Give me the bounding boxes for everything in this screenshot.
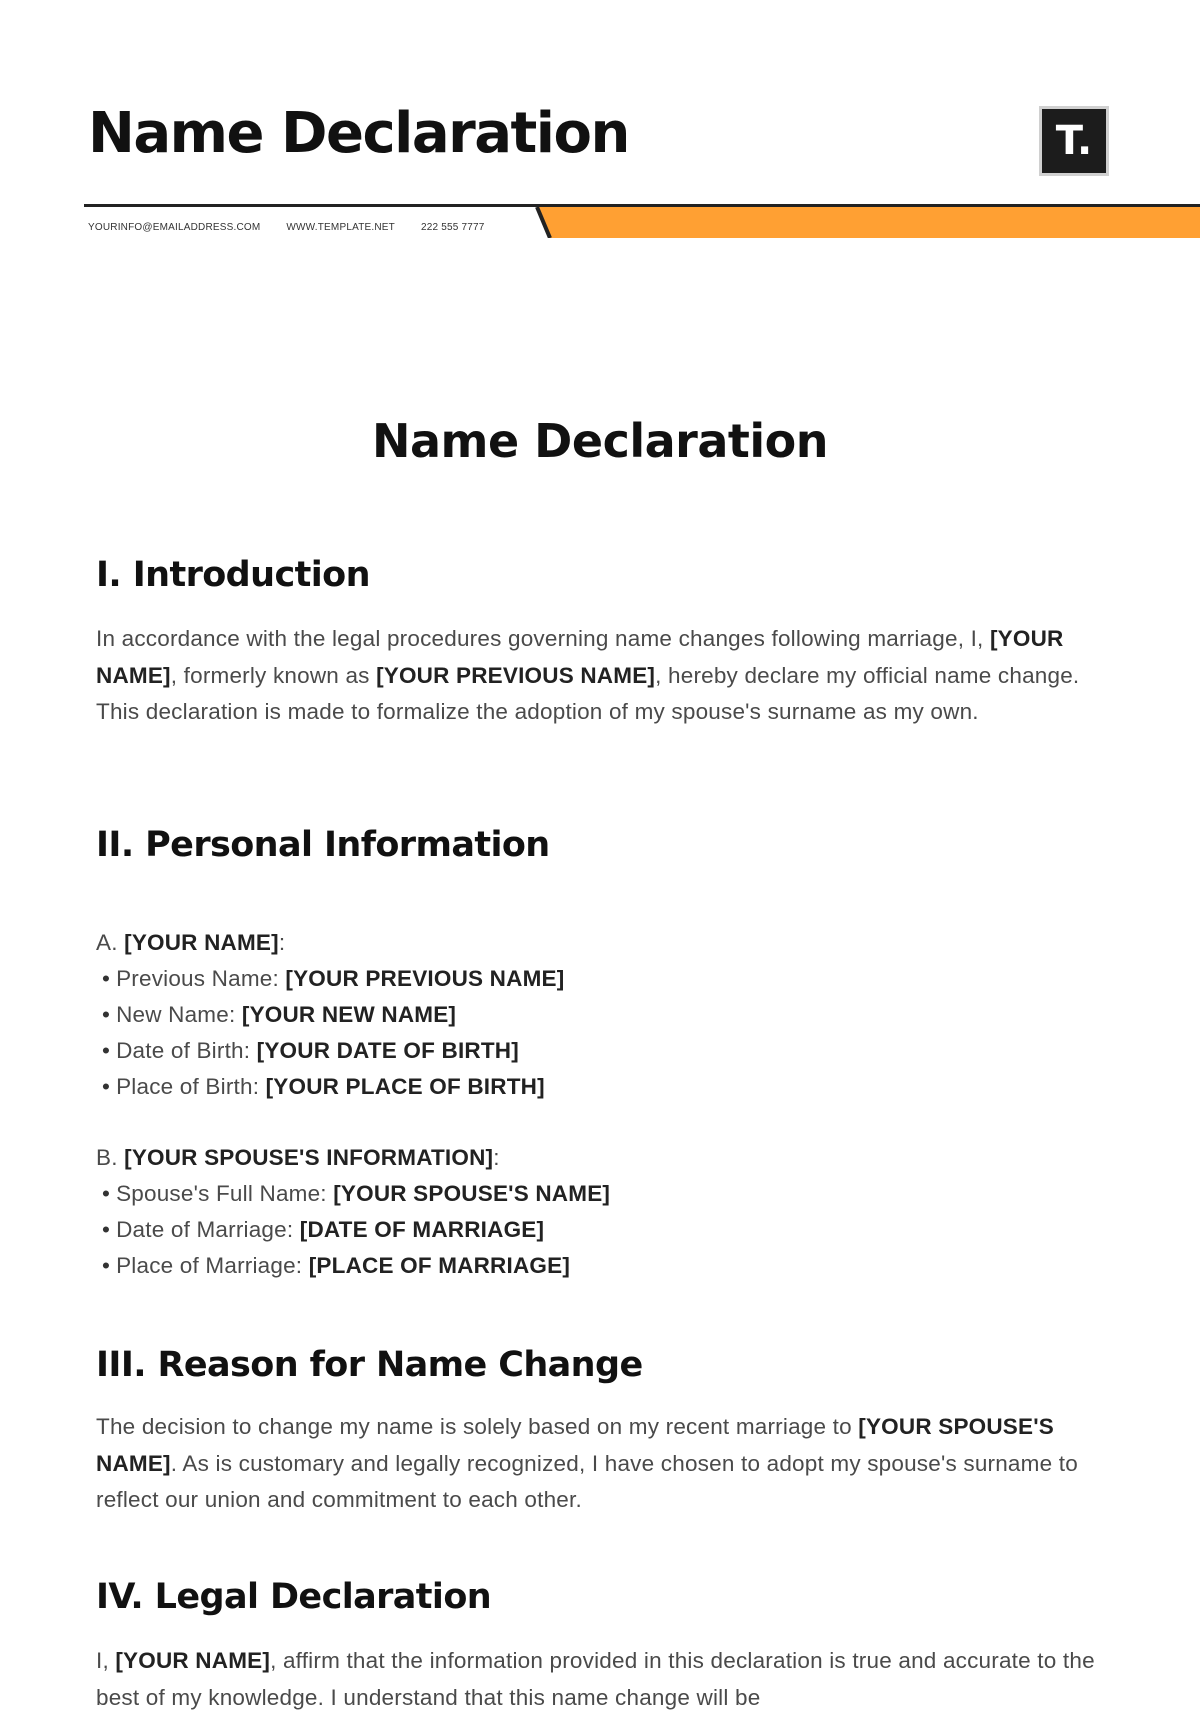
contact-phone: 222 555 7777 [420, 222, 485, 233]
section-heading-personal-information: II. Personal Information [96, 825, 550, 865]
personal-info-block-a [96, 925, 564, 1105]
logo-icon: T. [1039, 106, 1109, 176]
your-name-placeholder: [YOUR NAME] [124, 930, 279, 955]
list-item-value: [YOUR DATE OF BIRTH] [256, 1038, 519, 1063]
contact-bar [88, 222, 485, 233]
list-item-value: [PLACE OF MARRIAGE] [308, 1253, 571, 1278]
personal-info-a-header: A. [YOUR NAME]: [96, 930, 286, 955]
list-item-label: Date of Birth: [116, 1038, 257, 1063]
introduction-paragraph [96, 621, 1096, 731]
list-item-label: Previous Name: [116, 966, 286, 991]
legal-name-placeholder: [YOUR NAME] [115, 1648, 271, 1673]
legal-text-2: , affirm that the information provided in this declaration is true and accurate to the best of my knowledge. I understand that this name change will be [96, 1648, 1095, 1710]
list-item-label: Spouse's Full Name: [116, 1181, 334, 1206]
intro-text-1: In accordance with the legal procedures governing name changes following marriage, I, [96, 626, 984, 651]
reason-spouse-placeholder: [YOUR SPOUSE'S NAME] [96, 1414, 1054, 1476]
spouse-info-placeholder: [YOUR SPOUSE'S INFORMATION] [124, 1145, 494, 1170]
list-item [96, 1069, 564, 1105]
intro-text-3: , hereby declare my official name change. This declaration is made to formalize the adoption of my spouse's surname as my own. [96, 662, 1080, 724]
list-item [96, 961, 564, 997]
intro-previous-name-placeholder: [YOUR PREVIOUS NAME] [376, 662, 656, 688]
list-item [96, 997, 564, 1033]
contact-website[interactable]: WWW.TEMPLATE.NET [286, 222, 395, 233]
list-item-value: [YOUR SPOUSE'S NAME] [333, 1181, 611, 1206]
list-item-value: [YOUR PLACE OF BIRTH] [265, 1074, 545, 1099]
list-item-label: New Name: [116, 1002, 242, 1027]
list-item [96, 1176, 610, 1212]
list-item-value: [YOUR PREVIOUS NAME] [285, 966, 565, 991]
list-item-value: [YOUR NEW NAME] [241, 1002, 457, 1027]
section-heading-legal-declaration: IV. Legal Declaration [96, 1577, 492, 1617]
section-heading-reason: III. Reason for Name Change [96, 1345, 643, 1385]
list-item-label: Place of Marriage: [116, 1253, 309, 1278]
personal-info-b-header: B. [YOUR SPOUSE'S INFORMATION]: [96, 1145, 500, 1170]
section-heading-introduction: I. Introduction [96, 555, 370, 595]
header-title: Name Declaration [88, 101, 629, 166]
legal-text-1: I, [96, 1648, 116, 1673]
list-item [96, 1033, 564, 1069]
list-item-value: [DATE OF MARRIAGE] [299, 1217, 545, 1242]
list-prefix: B. [96, 1145, 125, 1170]
contact-email[interactable]: YOURINFO@EMAILADDRESS.COM [88, 222, 261, 233]
personal-info-block-b [96, 1140, 610, 1284]
list-item-label: Date of Marriage: [116, 1217, 300, 1242]
document-title: Name Declaration [372, 414, 828, 468]
reason-text-1: The decision to change my name is solely based on my recent marriage to [96, 1414, 859, 1439]
accent-stripe-fill [537, 207, 1200, 238]
intro-name-placeholder: [YOUR NAME] [96, 626, 1064, 688]
legal-paragraph [96, 1643, 1096, 1716]
reason-text-2: . As is customary and legally recognized, I have chosen to adopt my spouse's surname to reflect our union and commitment to each other. [96, 1450, 1078, 1512]
accent-stripe [525, 206, 1200, 238]
list-item [96, 1248, 610, 1284]
list-prefix: A. [96, 930, 125, 955]
list-item-label: Place of Birth: [116, 1074, 266, 1099]
reason-paragraph [96, 1409, 1096, 1519]
intro-text-2: , formerly known as [170, 662, 377, 688]
list-item [96, 1212, 610, 1248]
